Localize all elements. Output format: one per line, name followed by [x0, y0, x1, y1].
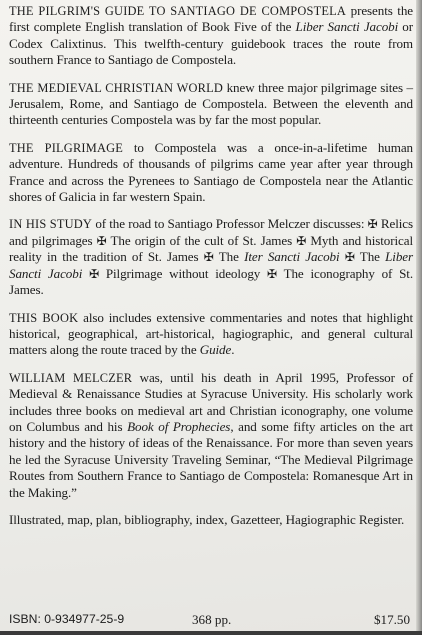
italic-title: Guide	[199, 342, 232, 358]
text-run: knew three major pilgrimage sites – Jerusalem, Rome, and Santiago de Compostela. Between the eleventh and thirteenth centuries Compostela was by far the most popular.	[9, 79, 413, 128]
text-run: , and some fifty articles on the art history and the history of ideas of the Renaissance. For more than seven years he led the Syracuse University Traveling Seminar, “The Medieval Pilgrimage Routes from Southern France to Santiago de Compostela: Romanesque Art in the Making.”	[9, 418, 413, 500]
text-run: Pilgrimage without ideology	[99, 265, 268, 281]
italic-title: Liber Sancti Jacobi	[9, 249, 413, 281]
paragraph	[9, 216, 413, 298]
cross-ornament-icon: ✠	[203, 250, 214, 265]
paragraph-lead: THE PILGRIM'S GUIDE TO SANTIAGO DE COMPOSTELA	[9, 4, 347, 18]
text-run: or Codex Calixtinus. This twelfth-century guidebook traces the route from southern France to Santiago de Compostela.	[9, 19, 413, 68]
italic-title: Iter Sancti Jacobi	[244, 249, 340, 265]
blurb-text	[9, 3, 413, 539]
paragraph	[9, 80, 413, 129]
paragraph	[9, 370, 413, 501]
text-run: Relics and pilgrimages	[9, 216, 413, 248]
paragraph	[9, 3, 413, 69]
paragraph	[9, 512, 413, 528]
text-run: Myth and historical reality in the tradition of St. James	[9, 232, 414, 265]
page-count: 368 pp.	[192, 612, 232, 627]
paragraph-lead: IN HIS STUDY	[9, 217, 93, 232]
text-run: Illustrated, map, plan, bibliography, index, Gazetteer, Hagiographic Register.	[9, 511, 405, 527]
italic-title: Liber Sancti Jacobi	[295, 19, 399, 35]
cross-ornament-icon: ✠	[296, 233, 307, 248]
paragraph-lead: THE PILGRIMAGE	[9, 140, 124, 155]
cross-ornament-icon: ✠	[344, 250, 355, 265]
cover-edge	[416, 0, 422, 635]
paragraph-lead: THE MEDIEVAL CHRISTIAN WORLD	[9, 80, 224, 95]
text-run: The origin of the cult of St. James	[106, 232, 297, 248]
text-run: The	[213, 249, 245, 265]
paragraph	[9, 310, 413, 359]
paragraph-lead: WILLIAM MELCZER	[9, 370, 133, 385]
paragraph-lead: THIS BOOK	[9, 310, 79, 325]
text-run: also includes extensive commentaries and notes that highlight historical, geographical, art-historical, hagiographic, and general cultural matters along the route traced by the	[9, 309, 413, 358]
isbn-number: ISBN: 0-934977-25-9	[9, 612, 125, 626]
cross-ornament-icon: ✠	[367, 217, 378, 232]
text-run: to Compostela was a once-in-a-lifetime human adventure. Hundreds of thousands of pilgrims came year after year through France and across the Pyrenees to Santiago de Compostela near the Atlantic shores of Galicia in far western Spain.	[9, 139, 413, 205]
price: $17.50	[373, 612, 410, 627]
text-run: presents the first complete English translation of Book Five of the	[9, 3, 413, 35]
text-run: was, until his death in April 1995, Professor of Medieval & Renaissance Studies at Syracuse University. His scholarly work includes three books on medieval art and Christian iconography, one volume on Columbus and his	[9, 369, 413, 434]
cross-ornament-icon: ✠	[96, 233, 107, 248]
text-run: The	[354, 249, 386, 265]
cover-bottom-edge	[0, 631, 422, 635]
cross-ornament-icon: ✠	[89, 266, 100, 281]
text-run: The iconography of St. James.	[9, 265, 414, 298]
text-run: of the road to Santiago Professor Melczer discusses:	[92, 216, 368, 232]
cross-ornament-icon: ✠	[267, 266, 278, 281]
text-run: .	[231, 342, 235, 358]
paragraph	[9, 140, 413, 206]
italic-title: Book of Prophecies	[127, 418, 231, 434]
